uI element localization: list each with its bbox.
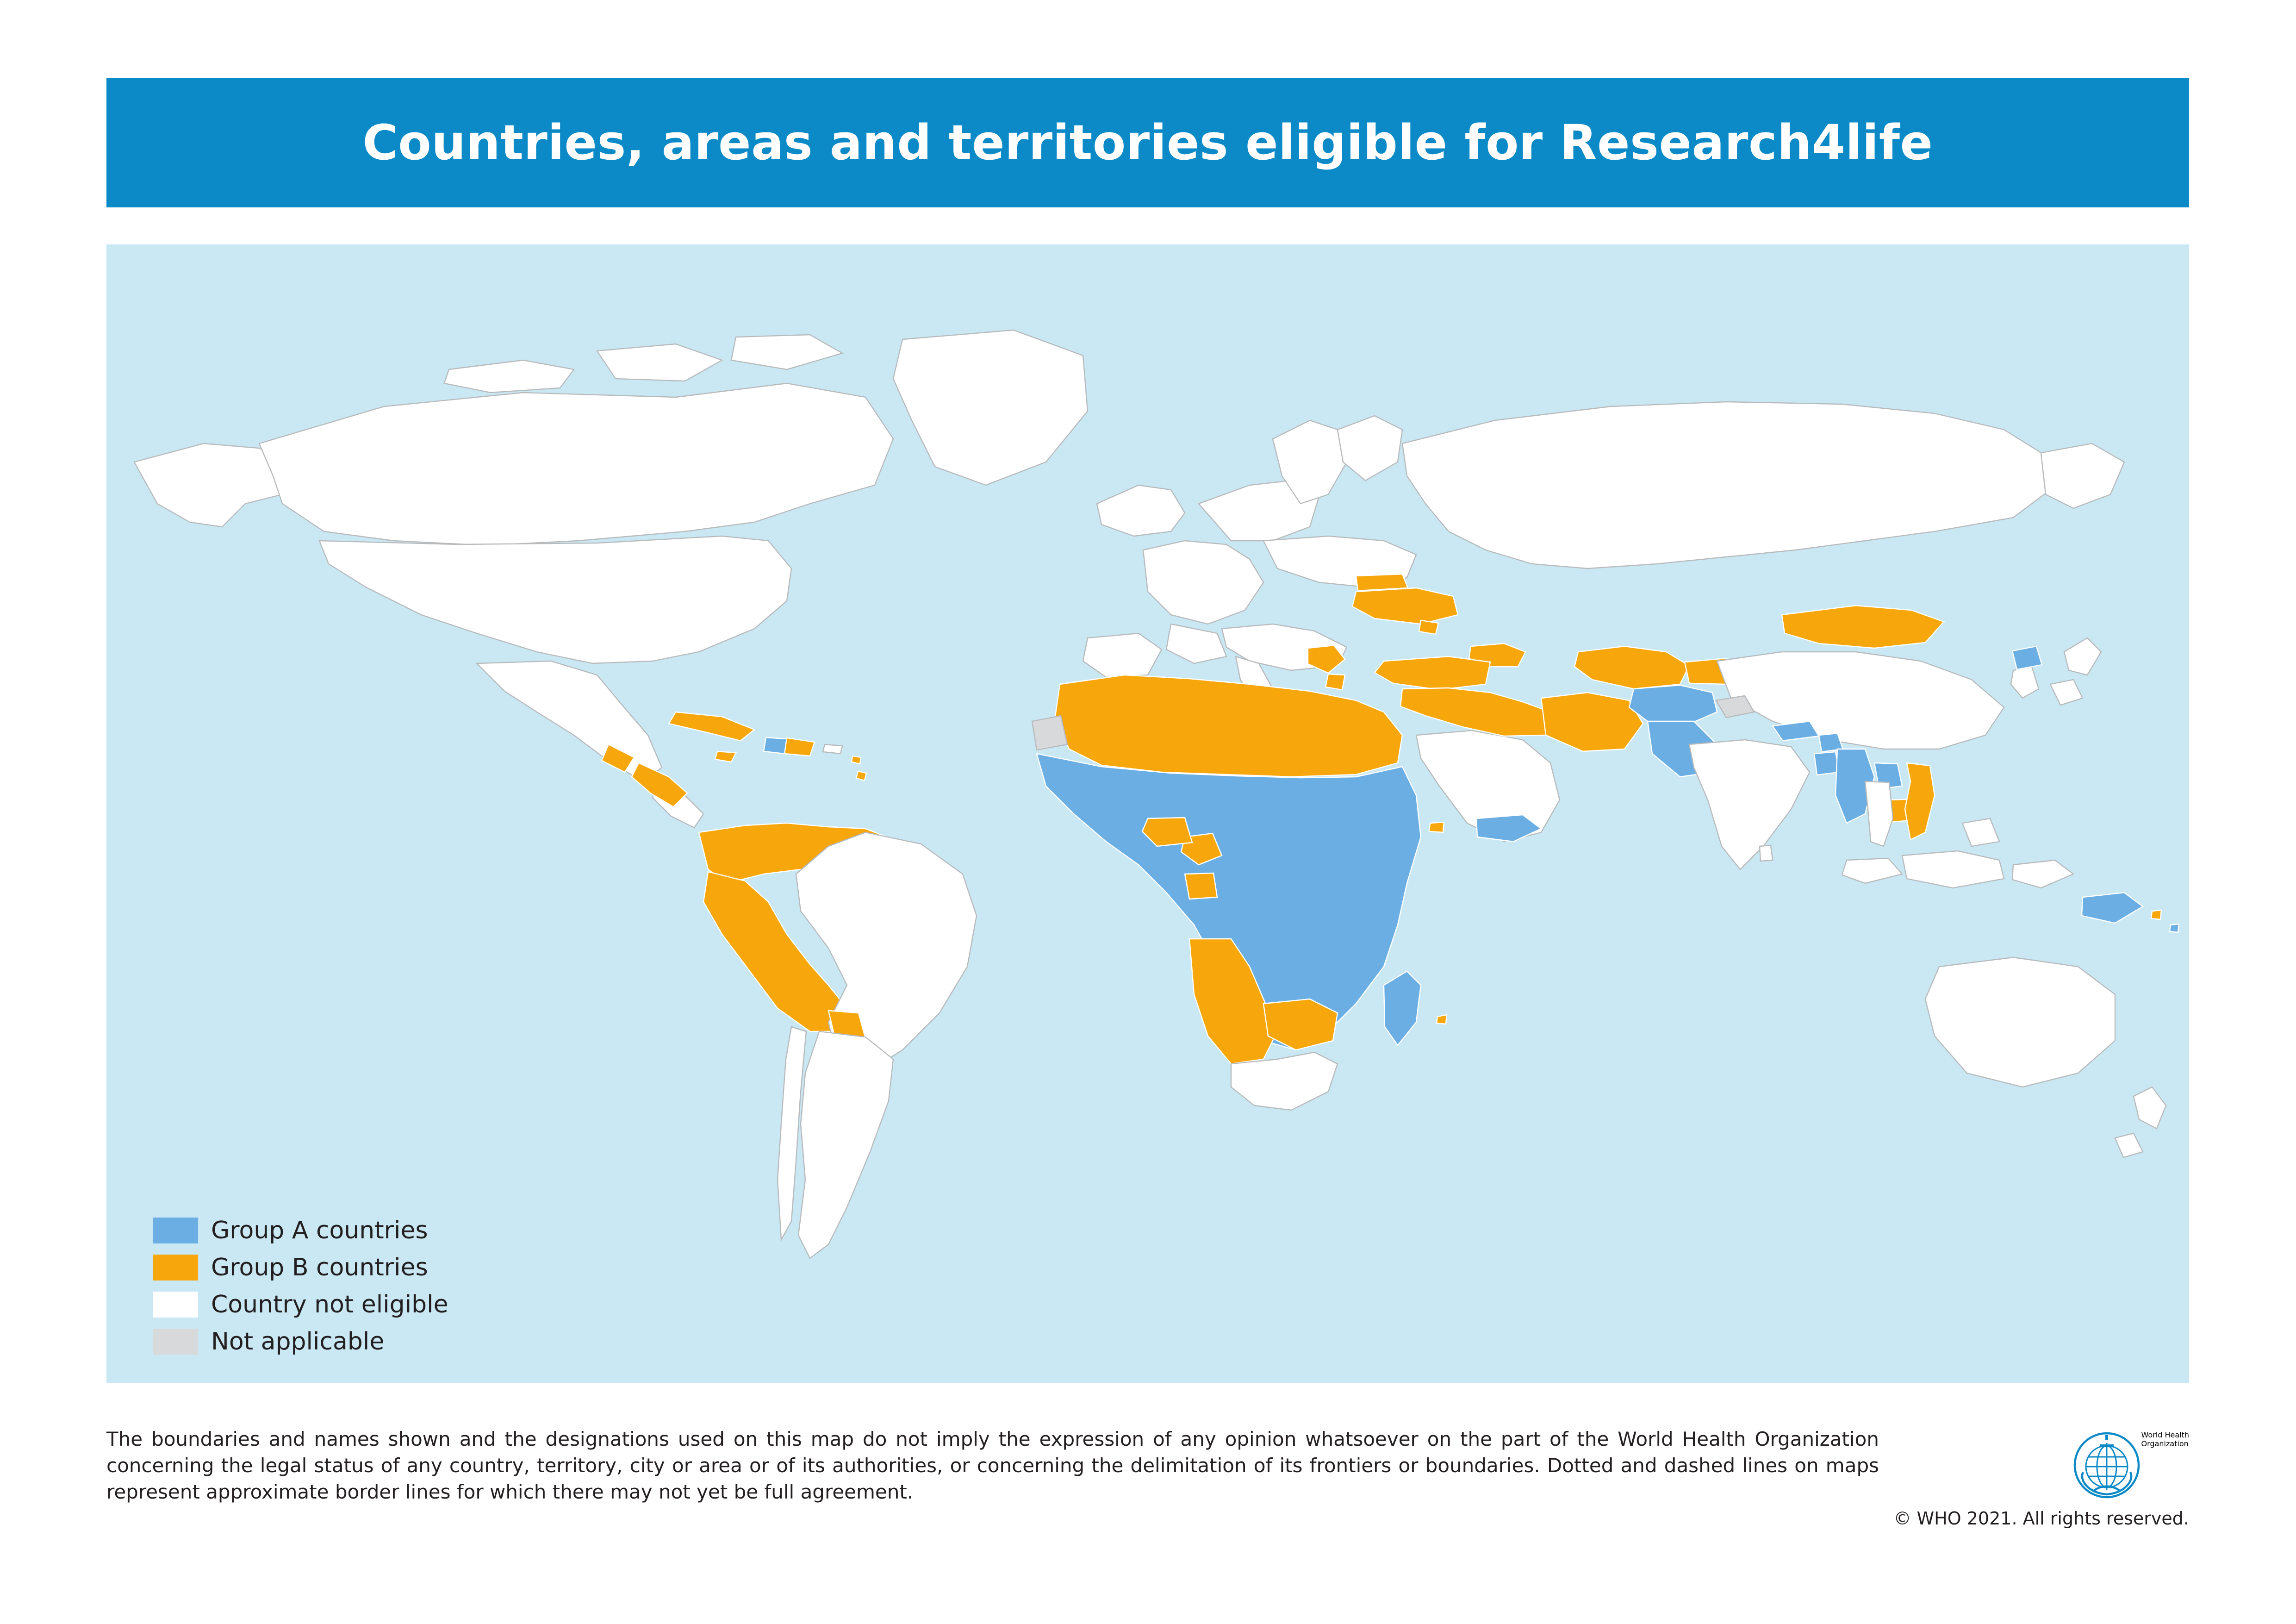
map-disclaimer: The boundaries and names shown and the designations used on this map do not imply the expression of any opinion whatsoever on the part of the World Health Organization concerning the legal status of any country, territory, city or area or of its authorities, or concerning the delimitation of its frontiers or boundaries. Dotted and dashed lines on maps represent approximate border lines for which there may not yet be full agreement.	[106, 1428, 1879, 1504]
legend-swatch-not-eligible	[153, 1292, 198, 1318]
who-emblem-icon	[2072, 1430, 2141, 1500]
region-africa	[1032, 675, 1447, 1110]
legend-label-not-eligible: Country not eligible	[211, 1291, 448, 1318]
legend-label-not-applicable: Not applicable	[211, 1328, 385, 1355]
region-caribbean	[669, 712, 866, 781]
who-wordmark	[2141, 1430, 2189, 1448]
legend-label-group-b: Group B countries	[211, 1254, 428, 1281]
title-bar	[106, 78, 2189, 207]
legend-swatch-group-b	[153, 1255, 198, 1280]
page-title: Countries, areas and territories eligible for Research4life	[362, 114, 1933, 171]
copyright-notice: © WHO 2021. All rights reserved.	[1893, 1508, 2189, 1529]
region-asia	[1689, 606, 2179, 932]
who-wordmark-line1: World Health	[2141, 1430, 2189, 1439]
world-map	[106, 244, 2189, 1383]
footer	[106, 1426, 2189, 1546]
legend	[153, 1212, 569, 1360]
who-wordmark-line2: Organization	[2141, 1439, 2189, 1448]
legend-item-not-applicable	[153, 1323, 569, 1360]
region-europe-group-b	[1308, 574, 1525, 690]
who-logo	[1902, 1430, 2189, 1500]
legend-swatch-not-applicable	[153, 1329, 198, 1355]
region-oceania	[1925, 957, 2166, 1157]
legend-item-group-b	[153, 1249, 569, 1286]
legend-item-not-eligible	[153, 1286, 569, 1323]
legend-label-group-a: Group A countries	[211, 1217, 428, 1244]
region-south-america	[699, 823, 977, 1258]
legend-swatch-group-a	[153, 1218, 198, 1243]
legend-item-group-a	[153, 1212, 569, 1249]
